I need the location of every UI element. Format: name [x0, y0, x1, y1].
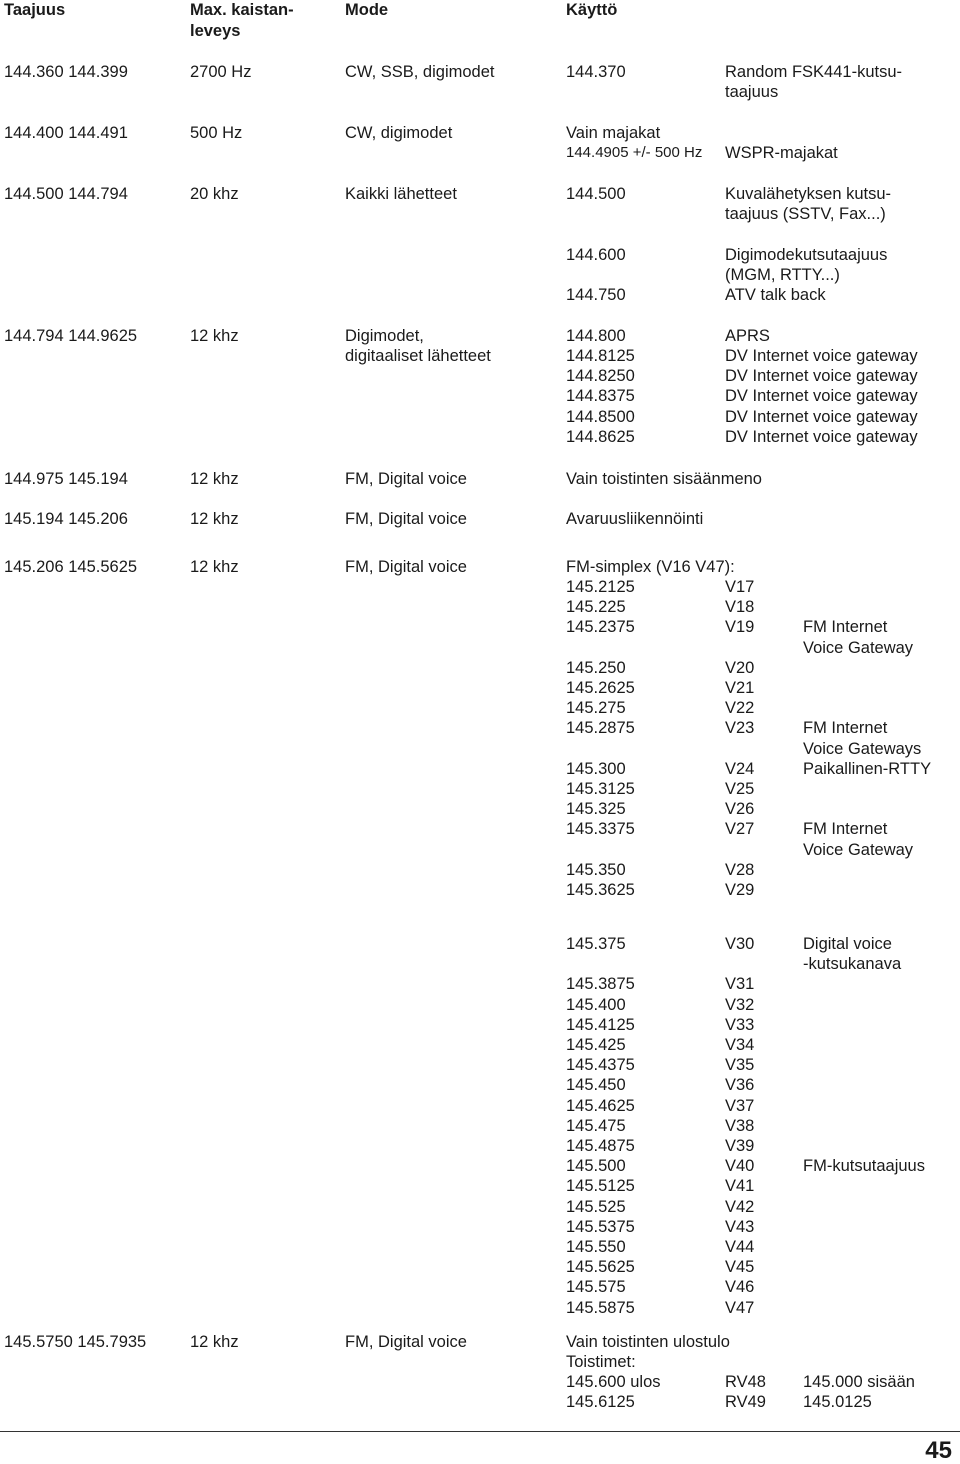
- use-frequency: 144.500: [566, 185, 626, 203]
- use-note: Vain majakat: [566, 124, 661, 142]
- use-note: Vain toistinten ulostulo: [566, 1333, 730, 1351]
- channel-channel: V37: [725, 1096, 755, 1115]
- channel-note: Paikallinen-RTTY: [803, 759, 932, 778]
- channel-channel: V27: [725, 820, 755, 839]
- repeater-note: 145.000 sisään: [803, 1373, 915, 1391]
- channel-channel: V46: [725, 1278, 755, 1297]
- use-description: DV Internet voice gateway: [725, 408, 918, 426]
- channel-channel: V19: [725, 618, 755, 637]
- channel-note: FM-kutsutaajuus: [803, 1157, 925, 1176]
- channel-note: Digital voice: [803, 935, 892, 953]
- channel-note: FM Internet: [803, 618, 888, 637]
- channel-frequency: 145.5375: [566, 1217, 635, 1236]
- channel-channel: V40: [725, 1157, 755, 1176]
- use-description: Random FSK441-kutsu-: [725, 63, 902, 81]
- channel-channel: V32: [725, 995, 755, 1014]
- channel-frequency: 145.525: [566, 1197, 626, 1216]
- use-description: (MGM, RTTY...): [725, 266, 840, 284]
- use-description: Kuvalähetyksen kutsu-: [725, 185, 892, 203]
- use-frequency: 144.8625: [566, 428, 635, 446]
- header-taajuus: Taajuus: [4, 1, 66, 19]
- use-description: ATV talk back: [725, 286, 826, 304]
- channel-channel: V42: [725, 1197, 755, 1216]
- use-description: DV Internet voice gateway: [725, 367, 918, 385]
- page-number: 45: [925, 1437, 952, 1464]
- row-freq: 145.206 145.5625: [4, 558, 138, 576]
- channel-frequency: 145.4375: [566, 1056, 635, 1075]
- channel-channel: V17: [725, 578, 755, 596]
- channel-frequency: 145.575: [566, 1278, 626, 1297]
- footer-rule: [0, 1431, 960, 1432]
- channel-frequency: 145.4625: [566, 1096, 635, 1115]
- channel-channel: V21: [725, 679, 755, 697]
- channel-channel: V25: [725, 780, 755, 798]
- channel-channel: V31: [725, 975, 755, 994]
- use-description: taajuus: [725, 83, 779, 101]
- channel-frequency: 145.375: [566, 935, 626, 953]
- channel-frequency: 145.3375: [566, 820, 635, 839]
- channel-frequency: 145.3625: [566, 881, 635, 899]
- channel-frequency: 145.275: [566, 699, 626, 718]
- row-mode: FM, Digital voice: [345, 1333, 467, 1351]
- channel-frequency: 145.250: [566, 658, 626, 677]
- row-bandwidth: 12 khz: [190, 510, 239, 528]
- channel-frequency: 145.425: [566, 1036, 626, 1054]
- header-max-kaistanleveys: Max. kaistan-: [190, 1, 294, 19]
- channel-frequency: 145.2875: [566, 719, 635, 738]
- repeater-channel: RV49: [725, 1393, 766, 1412]
- channel-channel: V30: [725, 935, 755, 953]
- use-frequency: 144.8500: [566, 408, 635, 426]
- channel-frequency: 145.225: [566, 598, 626, 617]
- row-bandwidth: 20 khz: [190, 185, 239, 203]
- use-description: WSPR-majakat: [725, 144, 838, 162]
- channel-frequency: 145.450: [566, 1076, 626, 1095]
- channel-frequency: 145.300: [566, 759, 626, 778]
- header-kaytto: Käyttö: [566, 1, 618, 19]
- use-note: Toistimet:: [566, 1353, 636, 1371]
- header-leveys: leveys: [190, 22, 241, 40]
- use-note: Avaruusliikennöinti: [566, 510, 704, 528]
- channel-channel: V38: [725, 1116, 755, 1135]
- use-description: DV Internet voice gateway: [725, 387, 918, 405]
- use-frequency: 144.8250: [566, 367, 635, 385]
- row-mode: CW, SSB, digimodet: [345, 63, 495, 81]
- row-bandwidth: 2700 Hz: [190, 63, 252, 81]
- use-frequency: 144.8375: [566, 387, 635, 405]
- channel-channel: V24: [725, 759, 755, 778]
- row-freq: 144.794 144.9625: [4, 327, 138, 345]
- channel-frequency: 145.4125: [566, 1015, 635, 1034]
- channel-frequency: 145.5625: [566, 1258, 635, 1277]
- channel-frequency: 145.3125: [566, 780, 635, 798]
- row-mode: FM, Digital voice: [345, 470, 467, 488]
- channel-frequency: 145.400: [566, 995, 626, 1014]
- channel-note: Voice Gateways: [803, 739, 922, 758]
- row-bandwidth: 12 khz: [190, 1333, 239, 1351]
- use-frequency: 144.370: [566, 63, 626, 81]
- row-mode: FM, Digital voice: [345, 510, 467, 528]
- row-freq: 145.5750 145.7935: [4, 1333, 147, 1351]
- header-mode: Mode: [345, 1, 389, 19]
- use-frequency: 144.750: [566, 286, 626, 304]
- use-description: taajuus (SSTV, Fax...): [725, 205, 886, 223]
- row-mode: Kaikki lähetteet: [345, 185, 457, 203]
- channel-channel: V43: [725, 1217, 755, 1236]
- channel-channel: V34: [725, 1036, 755, 1054]
- row-mode-continued: digitaaliset lähetteet: [345, 347, 491, 365]
- channel-frequency: 145.3875: [566, 975, 635, 994]
- channel-note: -kutsukanava: [803, 955, 902, 974]
- channel-channel: V23: [725, 719, 755, 738]
- use-description: DV Internet voice gateway: [725, 428, 918, 446]
- repeater-frequency: 145.600 ulos: [566, 1373, 661, 1391]
- row-mode: CW, digimodet: [345, 124, 453, 142]
- row-freq: 145.194 145.206: [4, 510, 128, 528]
- row-mode: Digimodet,: [345, 327, 424, 345]
- row-mode: FM, Digital voice: [345, 558, 467, 576]
- channel-frequency: 145.5125: [566, 1177, 635, 1196]
- channel-frequency: 145.550: [566, 1238, 626, 1256]
- channel-frequency: 145.4875: [566, 1137, 635, 1155]
- use-frequency: 144.8125: [566, 347, 635, 365]
- channel-channel: V22: [725, 699, 755, 718]
- row-freq: 144.360 144.399: [4, 63, 128, 81]
- use-frequency: 144.4905 +/- 500 Hz: [566, 144, 703, 161]
- repeater-frequency: 145.6125: [566, 1393, 635, 1412]
- channel-channel: V41: [725, 1177, 755, 1196]
- channel-frequency: 145.475: [566, 1116, 626, 1135]
- channel-channel: V36: [725, 1076, 755, 1095]
- channel-channel: V33: [725, 1015, 755, 1034]
- channel-channel: V35: [725, 1056, 755, 1075]
- channel-channel: V29: [725, 881, 755, 899]
- row-bandwidth: 12 khz: [190, 558, 239, 576]
- channel-channel: V26: [725, 800, 755, 819]
- use-description: APRS: [725, 327, 770, 345]
- channel-channel: V20: [725, 658, 755, 677]
- channel-frequency: 145.2375: [566, 618, 635, 637]
- channel-channel: V47: [725, 1298, 755, 1317]
- row-bandwidth: 12 khz: [190, 327, 239, 345]
- channel-note: FM Internet: [803, 719, 888, 738]
- channel-frequency: 145.2625: [566, 679, 635, 697]
- channel-frequency: 145.500: [566, 1157, 626, 1176]
- channel-channel: V45: [725, 1258, 755, 1277]
- simplex-heading: FM-simplex (V16 V47):: [566, 558, 735, 576]
- channel-channel: V39: [725, 1137, 755, 1155]
- repeater-channel: RV48: [725, 1373, 766, 1391]
- row-freq: 144.400 144.491: [4, 124, 128, 142]
- row-freq: 144.975 145.194: [4, 470, 128, 488]
- row-bandwidth: 12 khz: [190, 470, 239, 488]
- channel-frequency: 145.2125: [566, 578, 635, 596]
- channel-frequency: 145.350: [566, 860, 626, 879]
- channel-channel: V28: [725, 860, 755, 879]
- row-bandwidth: 500 Hz: [190, 124, 243, 142]
- use-frequency: 144.600: [566, 246, 626, 264]
- use-description: Digimodekutsutaajuus: [725, 246, 888, 264]
- use-description: DV Internet voice gateway: [725, 347, 918, 365]
- row-freq: 144.500 144.794: [4, 185, 128, 203]
- channel-note: FM Internet: [803, 820, 888, 839]
- channel-frequency: 145.325: [566, 800, 626, 819]
- channel-note: Voice Gateway: [803, 638, 914, 657]
- use-frequency: 144.800: [566, 327, 626, 345]
- repeater-note: 145.0125: [803, 1393, 872, 1412]
- channel-channel: V44: [725, 1238, 755, 1256]
- channel-note: Voice Gateway: [803, 840, 914, 859]
- use-note: Vain toistinten sisäänmeno: [566, 470, 762, 488]
- channel-frequency: 145.5875: [566, 1298, 635, 1317]
- channel-channel: V18: [725, 598, 755, 617]
